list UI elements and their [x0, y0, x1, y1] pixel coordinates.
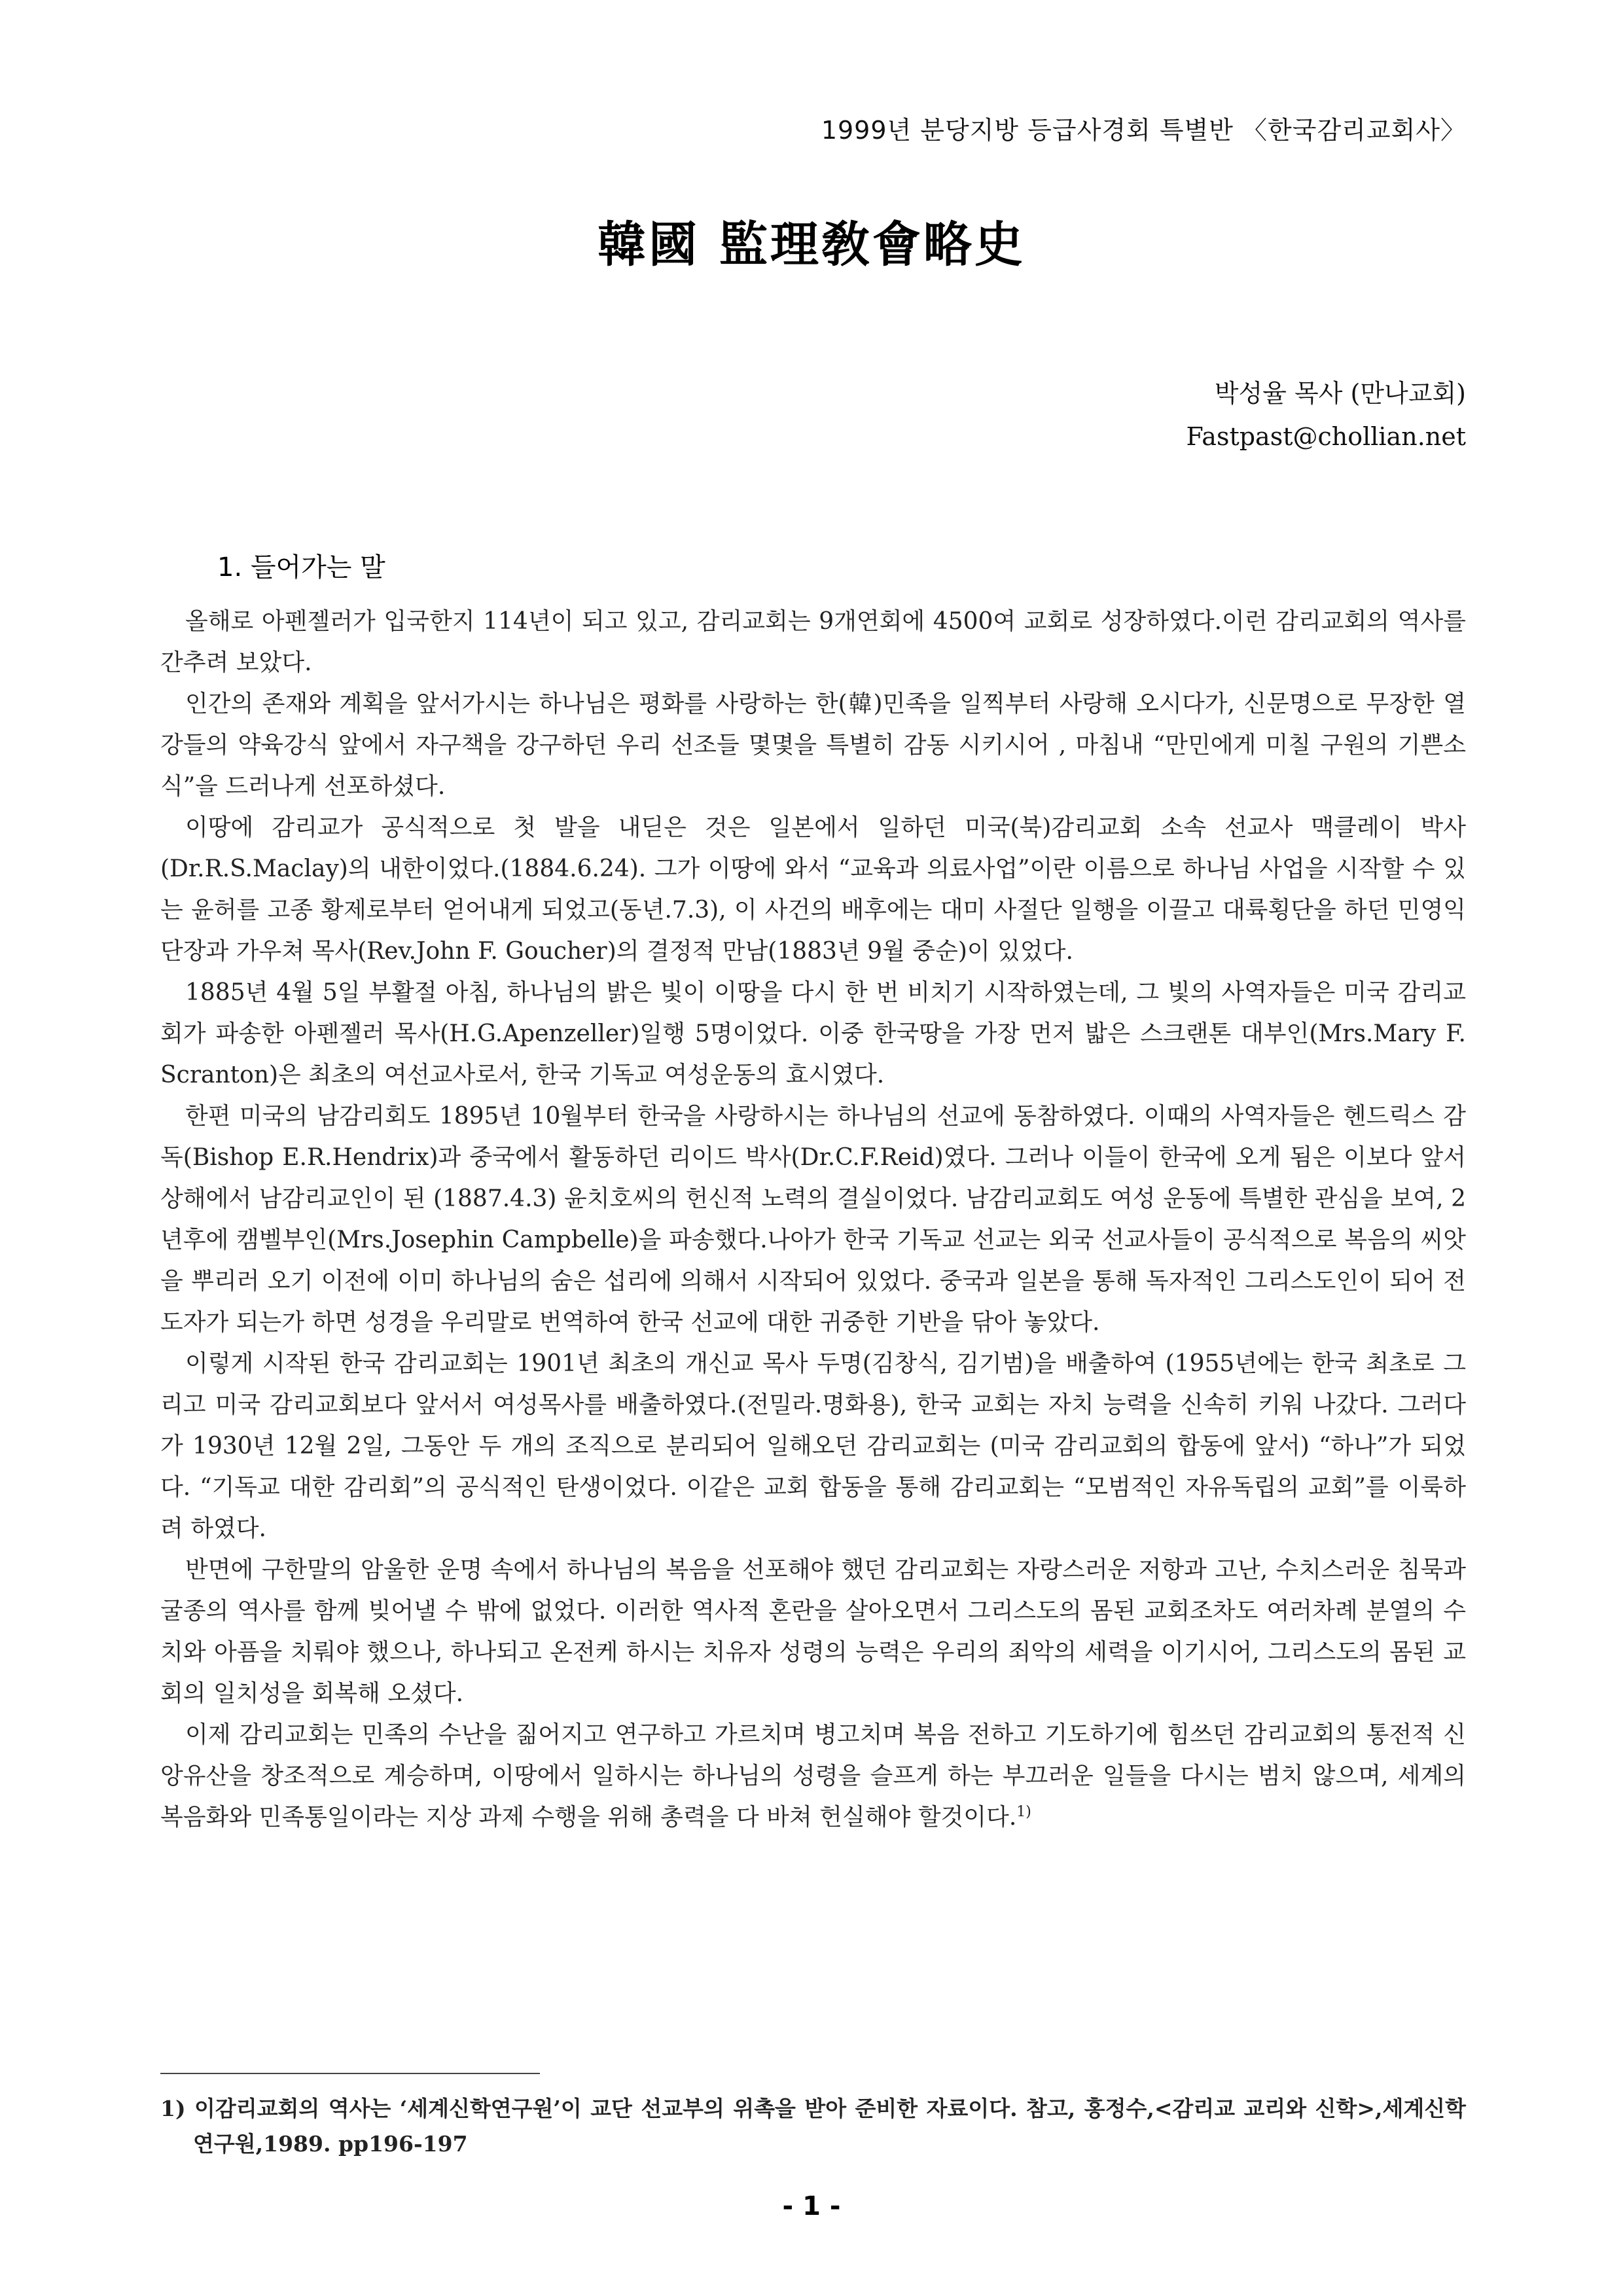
footnote-divider: [160, 2073, 540, 2074]
section-heading: 1. 들어가는 말: [217, 552, 385, 583]
running-header: 1999년 분당지방 등급사경회 특별반 〈한국감리교회사〉: [821, 116, 1466, 145]
author-email: Fastpast@chollian.net: [1186, 422, 1466, 451]
page-number: - 1 -: [782, 2191, 841, 2221]
paragraph-with-footnote: [160, 1714, 1466, 1838]
body-text: [160, 601, 1466, 1838]
paragraph: 1885년 4월 5일 부활절 아침, 하나님의 밝은 빛이 이땅을 다시 한 번 비치기 시작하였는데, 그 빛의 사역자들은 미국 감리교회가 파송한 아펜젤러 목사(H.G.Apenzeller)일행 5명이었다. 이중 한국땅을 가장 먼저 밟은 스크랜톤 대부인(Mrs.Mary F. Scranton)은 최초의 여선교사로서, 한국 기독교 여성운동의 효시였다.: [160, 979, 1466, 1088]
paragraph: 반면에 구한말의 암울한 운명 속에서 하나님의 복음을 선포해야 했던 감리교회는 자랑스러운 저항과 고난, 수치스러운 침묵과 굴종의 역사를 함께 빚어낼 수 밖에 없었다. 이러한 역사적 혼란을 살아오면서 그리스도의 몸된 교회조차도 여러차례 분열의 수치와 아픔을 치뤄야 했으나, 하나되고 온전케 하시는 치유자 성령의 능력은 우리의 죄악의 세력을 이기시어, 그리스도의 몸된 교회의 일치성을 회복해 오셨다.: [160, 1556, 1466, 1707]
document-title: 韓國 監理敎會略史: [597, 217, 1026, 273]
footnote-reference[interactable]: 1): [1016, 1804, 1031, 1820]
author-block: [1186, 372, 1467, 458]
paragraph: 이땅에 감리교가 공식적으로 첫 발을 내딛은 것은 일본에서 일하던 미국(북)감리교회 소속 선교사 맥클레이 박사 (Dr.R.S.Maclay)의 내한이었다.(1884.6.24). 그가 이땅에 와서 “교육과 의료사업”이란 이름으로 하나님 사업을 시작할 수 있는 윤허를 고종 황제로부터 얻어내게 되었고(동년.7.3), 이 사건의 배후에는 대미 사절단 일행을 이끌고 대륙횡단을 하던 민영익 단장과 가우쳐 목사(Rev.John F. Goucher)의 결정적 만남(1883년 9월 중순)이 있었다.: [160, 814, 1466, 965]
footnote: 1) 이감리교회의 역사는 ‘세계신학연구원’이 교단 선교부의 위촉을 받아 준비한 자료이다. 참고, 홍정수,<감리교 교리와 신학>,세계신학 연구원,1989. pp196-197: [160, 2096, 1466, 2157]
paragraph: 한편 미국의 남감리회도 1895년 10월부터 한국을 사랑하시는 하나님의 선교에 동참하였다. 이때의 사역자들은 헨드릭스 감독(Bishop E.R.Hendrix)과 중국에서 활동하던 리이드 박사(Dr.C.F.Reid)였다. 그러나 이들이 한국에 오게 됨은 이보다 앞서 상해에서 남감리교인이 된 (1887.4.3) 윤치호씨의 헌신적 노력의 결실이었다. 남감리교회도 여성 운동에 특별한 관심을 보여, 2년후에 캠벨부인(Mrs.Josephin Campbelle)을 파송했다.나아가 한국 기독교 선교는 외국 선교사들이 공식적으로 복음의 씨앗을 뿌리러 오기 이전에 이미 하나님의 숨은 섭리에 의해서 시작되어 있었다. 중국과 일본을 통해 독자적인 그리스도인이 되어 전도자가 되는가 하면 성경을 우리말로 번역하여 한국 선교에 대한 귀중한 기반을 닦아 놓았다.: [160, 1103, 1466, 1336]
paragraph: 이렇게 시작된 한국 감리교회는 1901년 최초의 개신교 목사 두명(김창식, 김기범)을 배출하여 (1955년에는 한국 최초로 그리고 미국 감리교회보다 앞서서 여성목사를 배출하였다.(전밀라.명화용), 한국 교회는 자치 능력을 신속히 키워 나갔다. 그러다가 1930년 12월 2일, 그동안 두 개의 조직으로 분리되어 일해오던 감리교회는 (미국 감리교회의 합동에 앞서) “하나”가 되었다. “기독교 대한 감리회”의 공식적인 탄생이었다. 이같은 교회 합동을 통해 감리교회는 “모범적인 자유독립의 교회”를 이룩하려 하였다.: [160, 1350, 1466, 1542]
paragraph: 올해로 아펜젤러가 입국한지 114년이 되고 있고, 감리교회는 9개연회에 4500여 교회로 성장하였다.이런 감리교회의 역사를 간추려 보았다.: [160, 608, 1466, 676]
paragraph: 인간의 존재와 계획을 앞서가시는 하나님은 평화를 사랑하는 한(韓)민족을 일찍부터 사랑해 오시다가, 신문명으로 무장한 열강들의 약육강식 앞에서 자구책을 강구하던 우리 선조들 몇몇을 특별히 감동 시키시어 , 마침내 “만민에게 미칠 구원의 기쁜소식”을 드러나게 선포하셨다.: [160, 691, 1466, 800]
author-name: 박성율 목사 (만나교회): [1214, 379, 1466, 408]
paragraph-text: 이제 감리교회는 민족의 수난을 짊어지고 연구하고 가르치며 병고치며 복음 전하고 기도하기에 힘쓰던 감리교회의 통전적 신앙유산을 창조적으로 계승하며, 이땅에서 일하시는 하나님의 성령을 슬프게 하는 부끄러운 일들을 다시는 범치 않으며, 세계의 복음화와 민족통일이라는 지상 과제 수행을 위해 총력을 다 바쳐 헌실해야 할것이다.: [160, 1721, 1466, 1831]
